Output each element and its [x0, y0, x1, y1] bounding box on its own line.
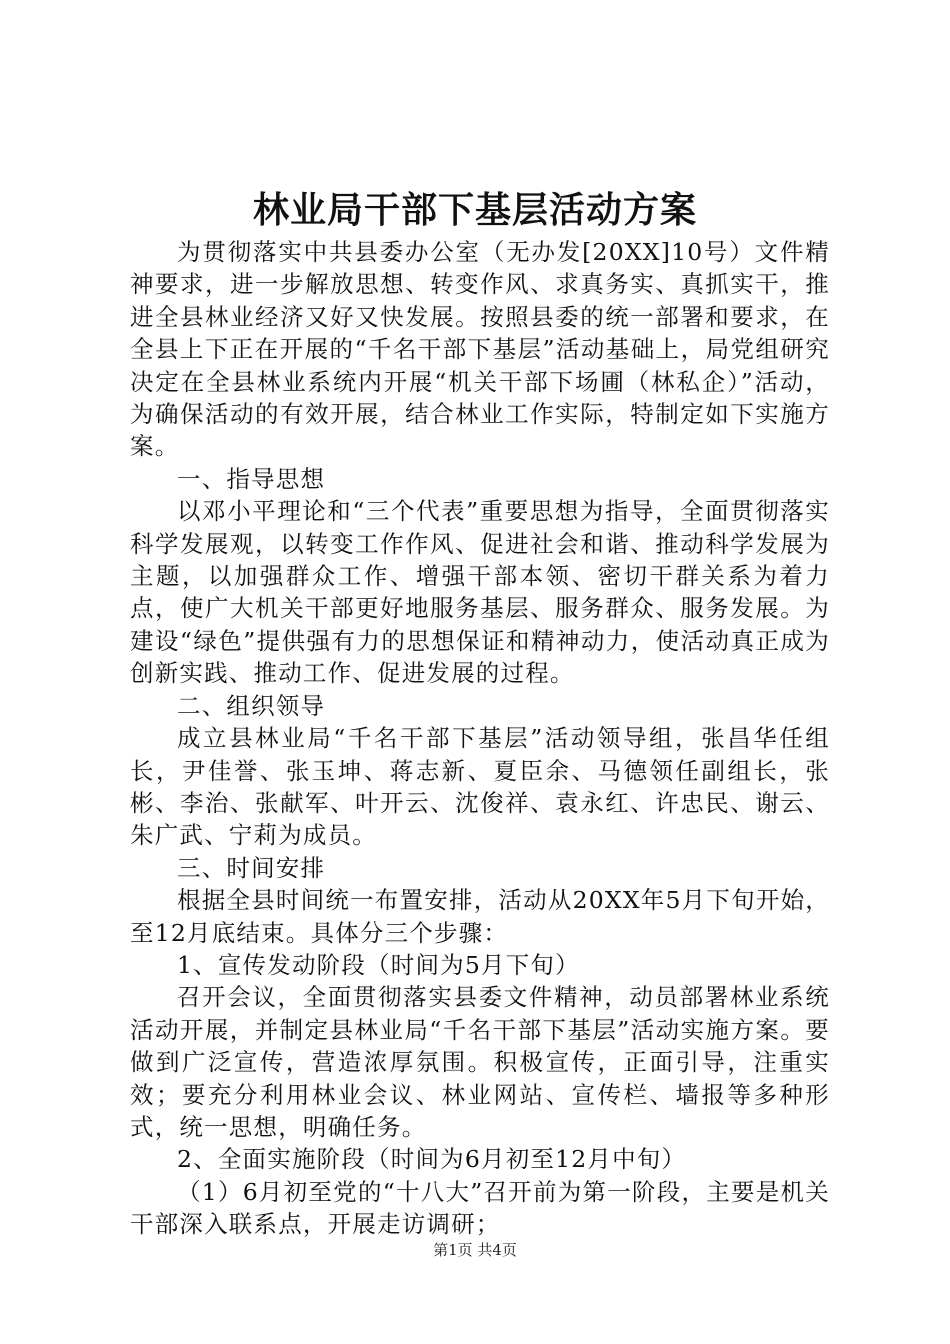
implementation-stage-paragraph: （1）6月初至党的“十八大”召开前为第一阶段，主要是机关干部深入联系点，开展走访调研；: [130, 1177, 830, 1239]
schedule-paragraph: 根据全县时间统一布置安排，活动从20XX年5月下旬开始，至12月底结束。具体分三个步骤：: [130, 886, 830, 947]
section-heading-organization: 二、组织领导: [177, 691, 326, 720]
publicity-stage-paragraph: 召开会议，全面贯彻落实县委文件精神，动员部署林业系统活动开展，并制定县林业局“千名干部下基层”活动实施方案。要做到广泛宣传，营造浓厚氛围。积极宣传，正面引导，注重实效；要充分利用林业会议、林业网站、宣传栏、墙报等多种形式，统一思想，明确任务。: [130, 983, 830, 1141]
subheading-publicity-stage: 1、宣传发动阶段（时间为5月下旬）: [177, 950, 580, 979]
subheading-implementation-stage: 2、全面实施阶段（时间为6月初至12月中旬）: [177, 1145, 687, 1174]
section-heading-guiding-ideology: 一、指导思想: [177, 464, 326, 493]
guiding-ideology-paragraph: 以邓小平理论和“三个代表”重要思想为指导，全面贯彻落实科学发展观，以转变工作作风、促进社会和谐、推动科学发展为主题，以加强群众工作、增强干部本领、密切干群关系为着力点，使广大机关干部更好地服务基层、服务群众、服务发展。为建设“绿色”提供强有力的思想保证和精神动力，使活动真正成为创新实践、推动工作、促进发展的过程。: [130, 497, 830, 688]
document-title: 林业局干部下基层活动方案: [252, 189, 697, 231]
organization-paragraph: 成立县林业局“千名干部下基层”活动领导组，张昌华任组长，尹佳誉、张玉坤、蒋志新、夏臣余、马德领任副组长，张彬、李治、张献军、叶开云、沈俊祥、袁永红、许忠民、谢云、朱广武、宁莉为成员。: [130, 724, 830, 850]
document-body: [130, 236, 830, 1241]
intro-paragraph: 为贯彻落实中共县委办公室（无办发[20XX]10号）文件精神要求，进一步解放思想、转变作风、求真务实、真抓实干，推进全县林业经济又好又快发展。按照县委的统一部署和要求，在全县上下正在开展的“千名干部下基层”活动基础上，局党组研究决定在全县林业系统内开展“机关干部下场圃（林私企）”活动，为确保活动的有效开展，结合林业工作实际，特制定如下实施方案。: [130, 238, 830, 461]
section-heading-schedule: 三、时间安排: [177, 853, 326, 882]
page-footer: 第1页 共4页: [433, 1241, 517, 1259]
